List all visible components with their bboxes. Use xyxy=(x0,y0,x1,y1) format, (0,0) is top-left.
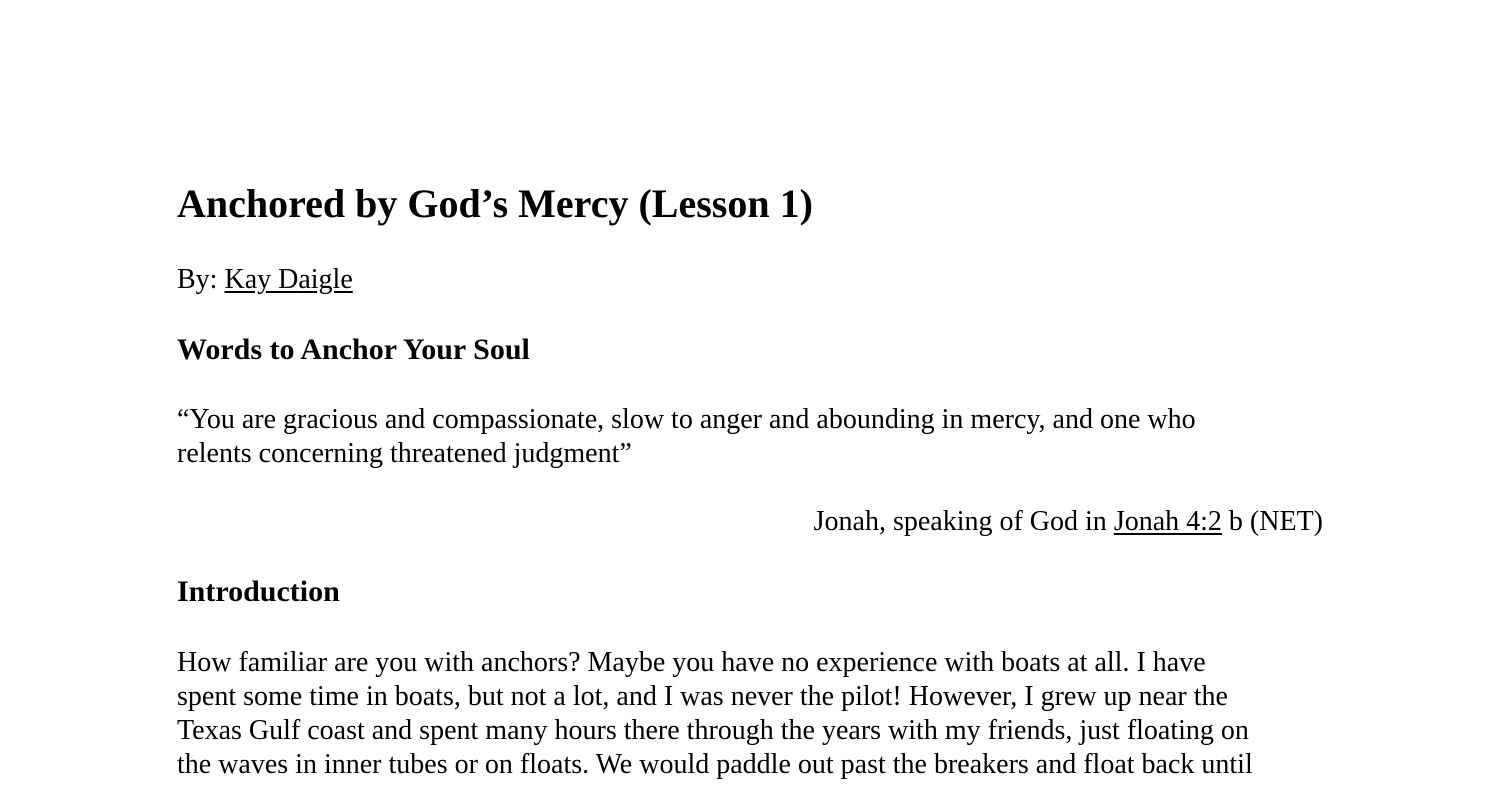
paragraph-line: How familiar are you with anchors? Maybe you have no experience with boats at all. I have xyxy=(177,647,1206,678)
section-heading-introduction: Introduction xyxy=(177,575,340,608)
section-heading-words: Words to Anchor Your Soul xyxy=(177,333,530,366)
quote-line: “You are gracious and compassionate, slow to anger and abounding in mercy, and one who xyxy=(177,404,1196,435)
scripture-link[interactable]: Jonah 4:2 xyxy=(1113,506,1222,537)
attribution-suffix: b (NET) xyxy=(1221,506,1323,537)
quote-line: relents concerning threatened judgment” xyxy=(177,438,632,469)
paragraph-line: the waves in inner tubes or on floats. We would paddle out past the breakers and float back until xyxy=(177,749,1253,780)
paragraph-line: spent some time in boats, but not a lot, and I was never the pilot! However, I grew up near the xyxy=(177,681,1228,712)
document-title: Anchored by God’s Mercy (Lesson 1) xyxy=(177,181,813,226)
byline-prefix: By: xyxy=(177,264,225,295)
quote-attribution xyxy=(814,505,1323,539)
paragraph-line: Texas Gulf coast and spent many hours there through the years with my friends, just floating on xyxy=(177,715,1249,746)
author-link[interactable]: Kay Daigle xyxy=(224,264,353,295)
quote xyxy=(177,403,1196,471)
introduction-paragraph xyxy=(177,646,1253,782)
attribution-prefix: Jonah, speaking of God in xyxy=(813,506,1114,537)
byline xyxy=(177,263,353,297)
